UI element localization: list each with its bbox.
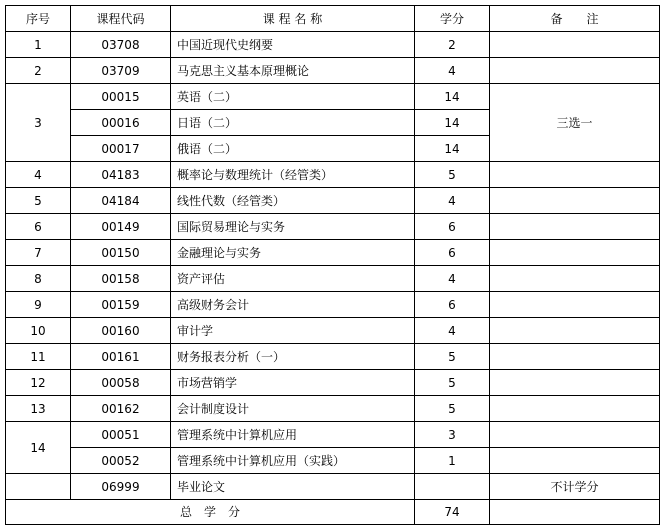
cell-seq: 5 [6,188,71,214]
cell-credits: 3 [415,422,490,448]
cell-seq: 1 [6,32,71,58]
cell-remark [490,448,660,474]
cell-code: 06999 [71,474,171,500]
cell-name: 日语（二） [171,110,415,136]
table-row [6,240,660,266]
cell-code: 00161 [71,344,171,370]
cell-remark [490,396,660,422]
cell-code: 00150 [71,240,171,266]
cell-credits: 6 [415,292,490,318]
cell-remark [490,500,660,525]
cell-credits: 4 [415,318,490,344]
cell-credits: 4 [415,58,490,84]
cell-credits: 5 [415,162,490,188]
cell-remark [490,344,660,370]
cell-code: 00017 [71,136,171,162]
cell-credits: 6 [415,240,490,266]
cell-code: 03709 [71,58,171,84]
cell-code: 00162 [71,396,171,422]
cell-code: 00015 [71,84,171,110]
cell-credits: 1 [415,448,490,474]
table-row [6,474,660,500]
cell-seq: 11 [6,344,71,370]
cell-name: 会计制度设计 [171,396,415,422]
cell-credits: 14 [415,110,490,136]
cell-code: 00051 [71,422,171,448]
cell-remark-choose-one: 三选一 [490,84,660,162]
cell-remark [490,240,660,266]
cell-remark [490,214,660,240]
cell-remark [490,292,660,318]
cell-credits: 5 [415,396,490,422]
cell-remark [490,32,660,58]
cell-remark-no-credit: 不计学分 [490,474,660,500]
table-row [6,32,660,58]
cell-remark [490,266,660,292]
cell-name: 线性代数（经管类） [171,188,415,214]
cell-code: 00158 [71,266,171,292]
cell-seq: 13 [6,396,71,422]
cell-credits: 14 [415,136,490,162]
cell-credits [415,474,490,500]
table-row [6,188,660,214]
cell-seq: 7 [6,240,71,266]
table-row [6,58,660,84]
cell-seq: 8 [6,266,71,292]
cell-name: 资产评估 [171,266,415,292]
cell-credits: 2 [415,32,490,58]
cell-name: 金融理论与实务 [171,240,415,266]
cell-name: 财务报表分析（一） [171,344,415,370]
table-row [6,318,660,344]
cell-seq: 14 [6,422,71,474]
total-row [6,500,660,525]
cell-seq: 12 [6,370,71,396]
cell-name: 马克思主义基本原理概论 [171,58,415,84]
cell-credits: 5 [415,344,490,370]
cell-code: 04184 [71,188,171,214]
cell-code: 00160 [71,318,171,344]
header-seq: 序号 [6,6,71,32]
cell-code: 00052 [71,448,171,474]
header-name: 课 程 名 称 [171,6,415,32]
cell-name: 管理系统中计算机应用 [171,422,415,448]
cell-remark [490,58,660,84]
cell-seq: 3 [6,84,71,162]
cell-seq: 10 [6,318,71,344]
cell-code: 00159 [71,292,171,318]
cell-code: 00016 [71,110,171,136]
cell-seq: 6 [6,214,71,240]
total-label: 总 学 分 [6,500,415,525]
table-row [6,344,660,370]
course-table [5,5,660,525]
table-row [6,162,660,188]
cell-remark [490,162,660,188]
cell-seq: 4 [6,162,71,188]
header-credits: 学分 [415,6,490,32]
cell-credits: 6 [415,214,490,240]
cell-credits: 5 [415,370,490,396]
header-row [6,6,660,32]
table-row [6,84,660,110]
cell-seq [6,474,71,500]
cell-name: 管理系统中计算机应用（实践） [171,448,415,474]
table-row [6,266,660,292]
cell-remark [490,318,660,344]
cell-code: 00149 [71,214,171,240]
table-row [6,396,660,422]
cell-code: 03708 [71,32,171,58]
cell-code: 00058 [71,370,171,396]
cell-name: 毕业论文 [171,474,415,500]
cell-seq: 2 [6,58,71,84]
cell-seq: 9 [6,292,71,318]
table-row [6,292,660,318]
cell-credits: 4 [415,266,490,292]
cell-remark [490,370,660,396]
cell-name: 俄语（二） [171,136,415,162]
cell-code: 04183 [71,162,171,188]
cell-remark [490,188,660,214]
cell-name: 市场营销学 [171,370,415,396]
cell-credits: 14 [415,84,490,110]
page [5,5,660,525]
table-row [6,448,660,474]
table-row [6,370,660,396]
cell-credits: 4 [415,188,490,214]
cell-remark [490,422,660,448]
table-row [6,422,660,448]
header-remark: 备 注 [490,6,660,32]
cell-name: 审计学 [171,318,415,344]
table-row [6,214,660,240]
cell-name: 国际贸易理论与实务 [171,214,415,240]
cell-name: 概率论与数理统计（经管类） [171,162,415,188]
cell-name: 高级财务会计 [171,292,415,318]
cell-name: 中国近现代史纲要 [171,32,415,58]
cell-name: 英语（二） [171,84,415,110]
total-value: 74 [415,500,490,525]
header-code: 课程代码 [71,6,171,32]
